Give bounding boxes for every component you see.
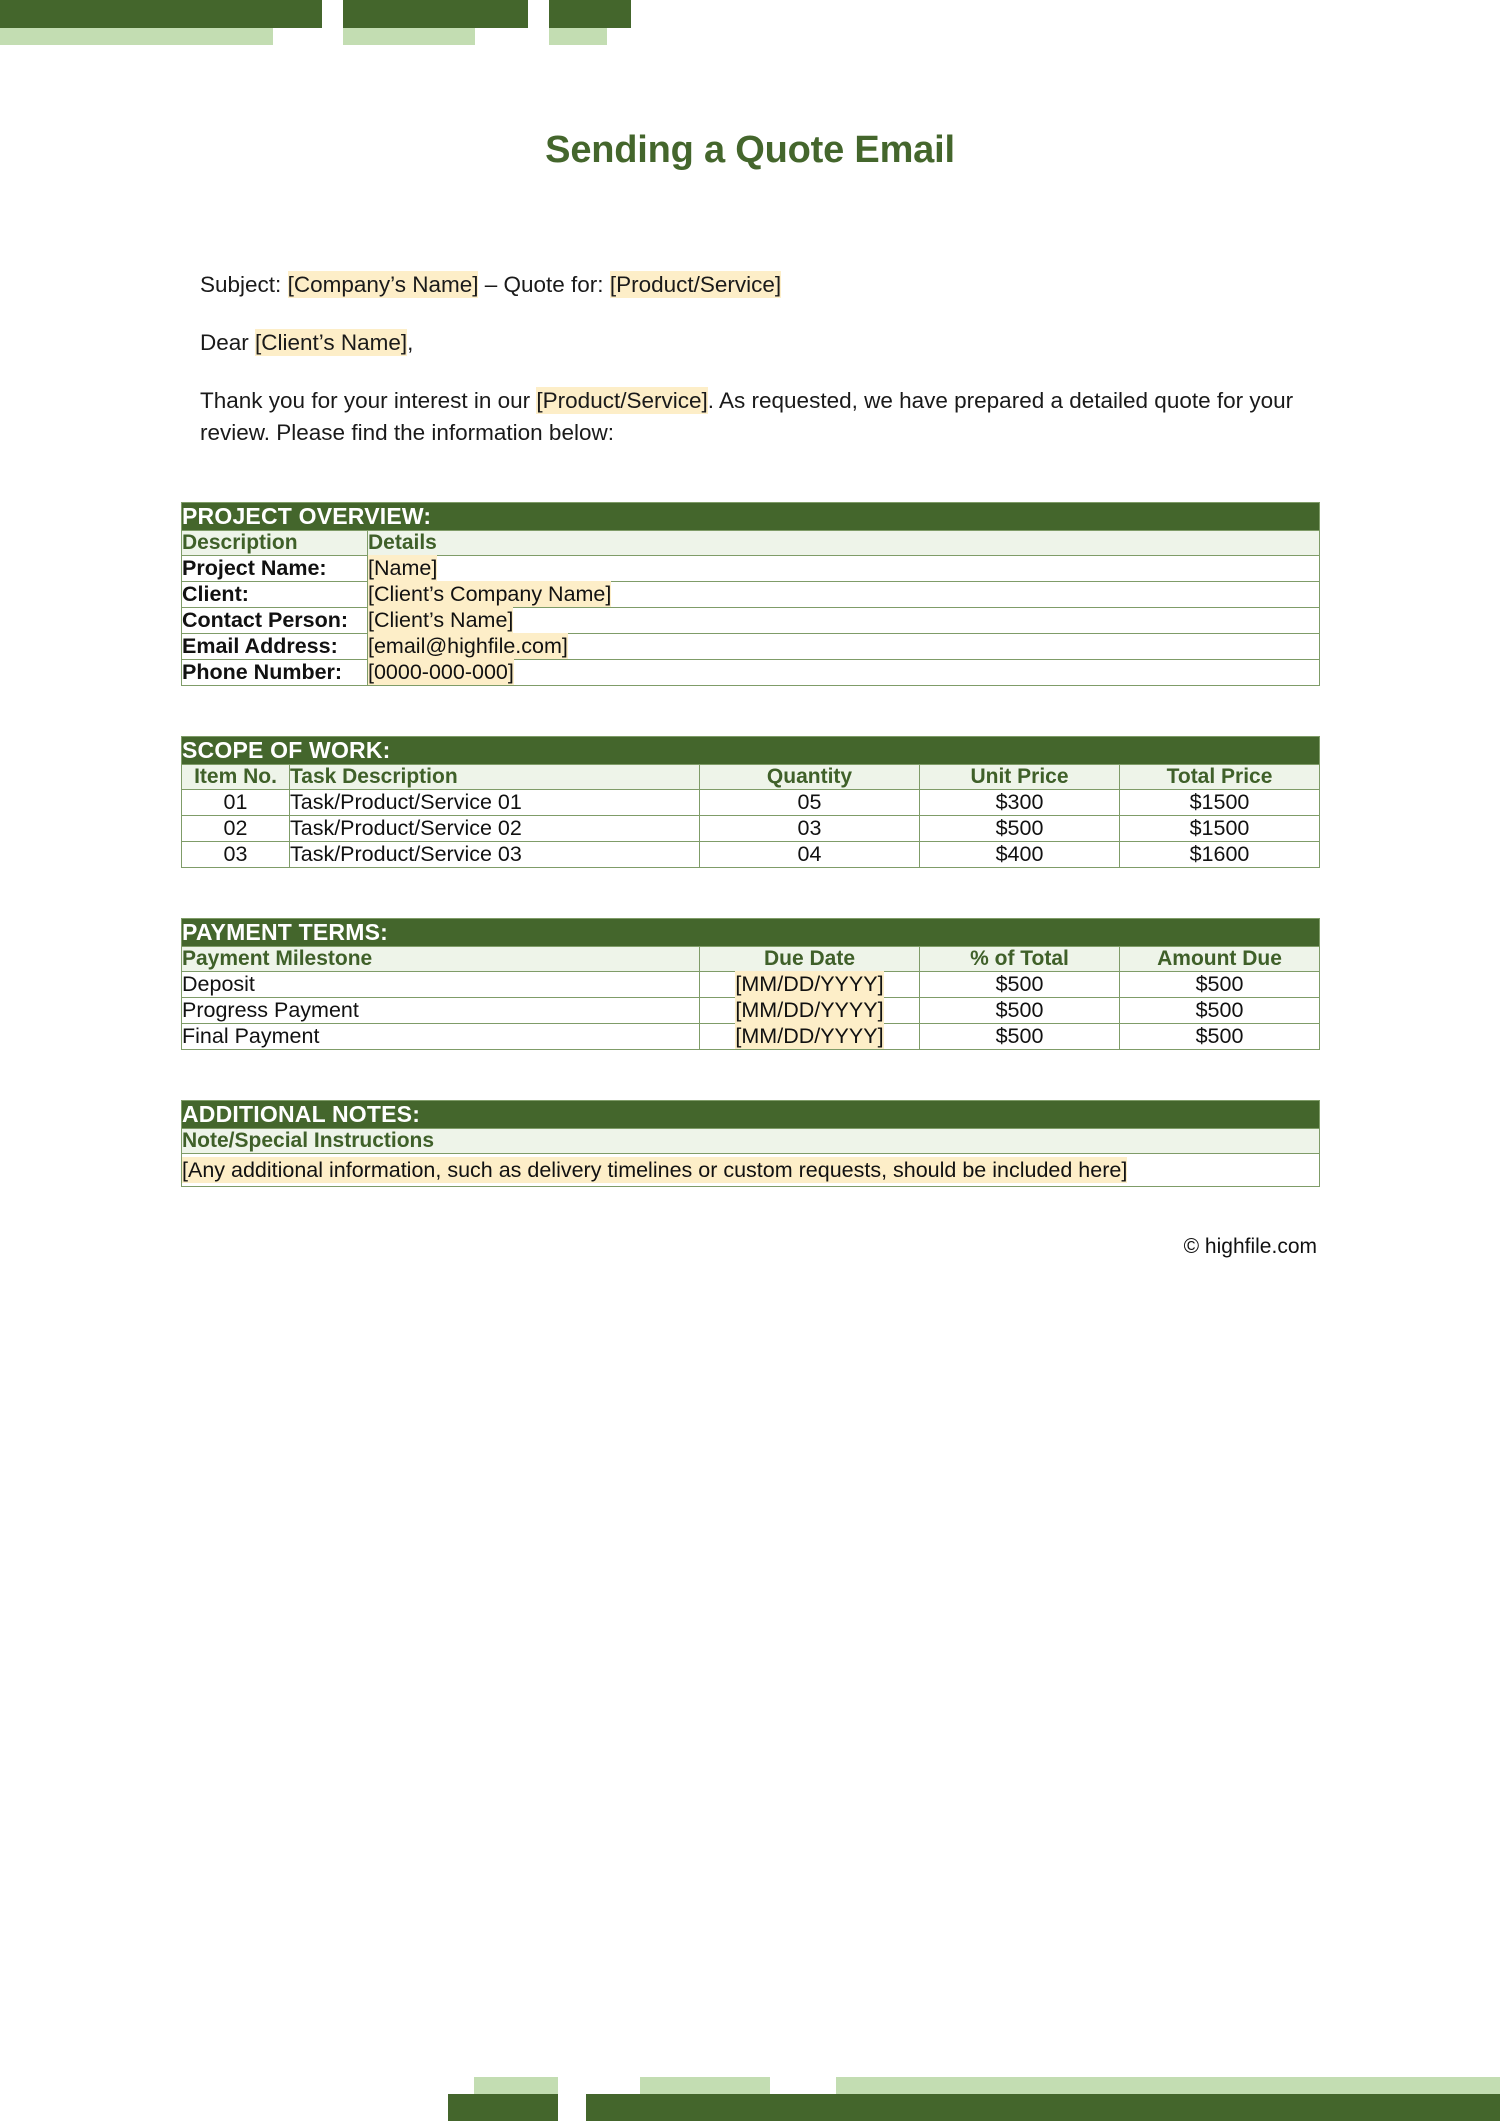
cell-task-description: Task/Product/Service 03: [290, 841, 700, 867]
project-overview-table: [181, 502, 1320, 686]
contact-person-placeholder: [Client’s Name]: [368, 607, 514, 632]
scope-of-work-band: [182, 736, 1320, 764]
page-title: Sending a Quote Email: [545, 129, 955, 171]
cell-due-date: [700, 997, 920, 1023]
document-content: [181, 0, 1319, 1259]
cell-total-price: $1500: [1120, 815, 1320, 841]
payment-terms-section: [181, 918, 1319, 1050]
scope-of-work-section: [181, 736, 1319, 868]
table-row: [182, 659, 1320, 685]
cell-task-description: Task/Product/Service 02: [290, 815, 700, 841]
additional-notes-band-label: ADDITIONAL NOTES:: [182, 1100, 1320, 1128]
cell-pct-of-total: $500: [920, 1023, 1120, 1049]
header-quantity: Quantity: [700, 764, 920, 789]
due-date-placeholder: [MM/DD/YYYY]: [735, 971, 884, 996]
email-placeholder: [email@highfile.com]: [368, 633, 568, 658]
scope-of-work-table: [181, 736, 1320, 868]
additional-notes-header-row: [182, 1128, 1320, 1153]
cell-unit-price: $400: [920, 841, 1120, 867]
cell-quantity: 03: [700, 815, 920, 841]
header-payment-milestone: Payment Milestone: [182, 946, 700, 971]
bottom-deco-bar-dark-1: [448, 2094, 558, 2121]
row-value-contact-person: [368, 607, 1320, 633]
additional-notes-section: [181, 1100, 1319, 1187]
bottom-deco-bar-dark-2: [586, 2094, 770, 2121]
cell-amount-due: $500: [1120, 1023, 1320, 1049]
table-row: [182, 789, 1320, 815]
cell-item-no: 02: [182, 815, 290, 841]
cell-pct-of-total: $500: [920, 997, 1120, 1023]
payment-terms-band-label: PAYMENT TERMS:: [182, 918, 1320, 946]
header-pct-of-total: % of Total: [920, 946, 1120, 971]
cell-amount-due: $500: [1120, 997, 1320, 1023]
project-overview-band: [182, 502, 1320, 530]
header-total-price: Total Price: [1120, 764, 1320, 789]
intro-paragraph: [181, 385, 1319, 449]
project-overview-header-row: [182, 530, 1320, 555]
cell-unit-price: $300: [920, 789, 1120, 815]
table-row: [182, 1023, 1320, 1049]
salutation-comma: ,: [407, 329, 414, 355]
due-date-placeholder: [MM/DD/YYYY]: [735, 997, 884, 1022]
intro-text-after: . As requested, we have prepared a detailed quote for your review. Please find the information below:: [200, 387, 1294, 445]
bottom-deco-bar-light-3: [836, 2077, 1500, 2094]
phone-placeholder: [0000-000-000]: [368, 659, 514, 684]
header-unit-price: Unit Price: [920, 764, 1120, 789]
subject-label: Subject:: [200, 272, 288, 297]
scope-of-work-band-label: SCOPE OF WORK:: [182, 736, 1320, 764]
project-name-placeholder: [Name]: [368, 555, 438, 580]
due-date-placeholder: [MM/DD/YYYY]: [735, 1023, 884, 1048]
row-value-project-name: [368, 555, 1320, 581]
header-amount-due: Amount Due: [1120, 946, 1320, 971]
payment-terms-band: [182, 918, 1320, 946]
salutation-label: Dear: [200, 329, 256, 355]
row-label-client: Client:: [182, 581, 368, 607]
cell-item-no: 03: [182, 841, 290, 867]
row-label-email-address: Email Address:: [182, 633, 368, 659]
cell-milestone: Final Payment: [182, 1023, 700, 1049]
cell-item-no: 01: [182, 789, 290, 815]
table-row: [182, 815, 1320, 841]
cell-pct-of-total: $500: [920, 971, 1120, 997]
cell-total-price: $1600: [1120, 841, 1320, 867]
cell-amount-due: $500: [1120, 971, 1320, 997]
client-name-placeholder: [Client’s Name]: [255, 329, 408, 355]
cell-total-price: $1500: [1120, 789, 1320, 815]
table-row: [182, 633, 1320, 659]
row-value-phone-number: [368, 659, 1320, 685]
row-label-project-name: Project Name:: [182, 555, 368, 581]
table-row: [182, 971, 1320, 997]
payment-terms-table: [181, 918, 1320, 1050]
subject-company-placeholder: [Company’s Name]: [287, 272, 479, 297]
intro-text-before: Thank you for your interest in our: [200, 387, 537, 413]
note-placeholder: [Any additional information, such as delivery timelines or custom requests, should be included here]: [182, 1157, 1128, 1182]
scope-of-work-header-row: [182, 764, 1320, 789]
table-row: [182, 607, 1320, 633]
header-details: Details: [368, 530, 1320, 555]
cell-quantity: 04: [700, 841, 920, 867]
client-company-placeholder: [Client’s Company Name]: [368, 581, 612, 606]
header-description: Description: [182, 530, 368, 555]
table-row: [182, 841, 1320, 867]
additional-notes-band: [182, 1100, 1320, 1128]
intro-product-placeholder: [Product/Service]: [536, 387, 708, 413]
additional-notes-table: [181, 1100, 1320, 1187]
cell-quantity: 05: [700, 789, 920, 815]
payment-terms-header-row: [182, 946, 1320, 971]
subject-product-placeholder: [Product/Service]: [609, 272, 782, 297]
project-overview-band-label: PROJECT OVERVIEW:: [182, 502, 1320, 530]
cell-milestone: Deposit: [182, 971, 700, 997]
row-value-client: [368, 581, 1320, 607]
table-row: [182, 997, 1320, 1023]
table-row: [182, 1153, 1320, 1186]
subject-separator: – Quote for:: [478, 272, 610, 297]
bottom-deco-bar-light-2: [640, 2077, 770, 2094]
cell-due-date: [700, 971, 920, 997]
cell-milestone: Progress Payment: [182, 997, 700, 1023]
row-value-email-address: [368, 633, 1320, 659]
cell-unit-price: $500: [920, 815, 1120, 841]
bottom-deco-bar-light-1: [474, 2077, 558, 2094]
table-row: [182, 581, 1320, 607]
cell-due-date: [700, 1023, 920, 1049]
cell-task-description: Task/Product/Service 01: [290, 789, 700, 815]
row-label-contact-person: Contact Person:: [182, 607, 368, 633]
subject-line: [181, 269, 1319, 301]
project-overview-section: [181, 502, 1319, 686]
salutation-line: [181, 327, 1319, 359]
footer-copyright: © highfile.com: [1183, 1235, 1317, 1258]
table-row: [182, 555, 1320, 581]
header-note-special-instructions: Note/Special Instructions: [182, 1128, 1320, 1153]
header-due-date: Due Date: [700, 946, 920, 971]
header-task-description: Task Description: [290, 764, 700, 789]
header-item-no: Item No.: [182, 764, 290, 789]
bottom-deco-bar-dark-3: [770, 2094, 1500, 2121]
row-label-phone-number: Phone Number:: [182, 659, 368, 685]
cell-note-body: [182, 1153, 1320, 1186]
